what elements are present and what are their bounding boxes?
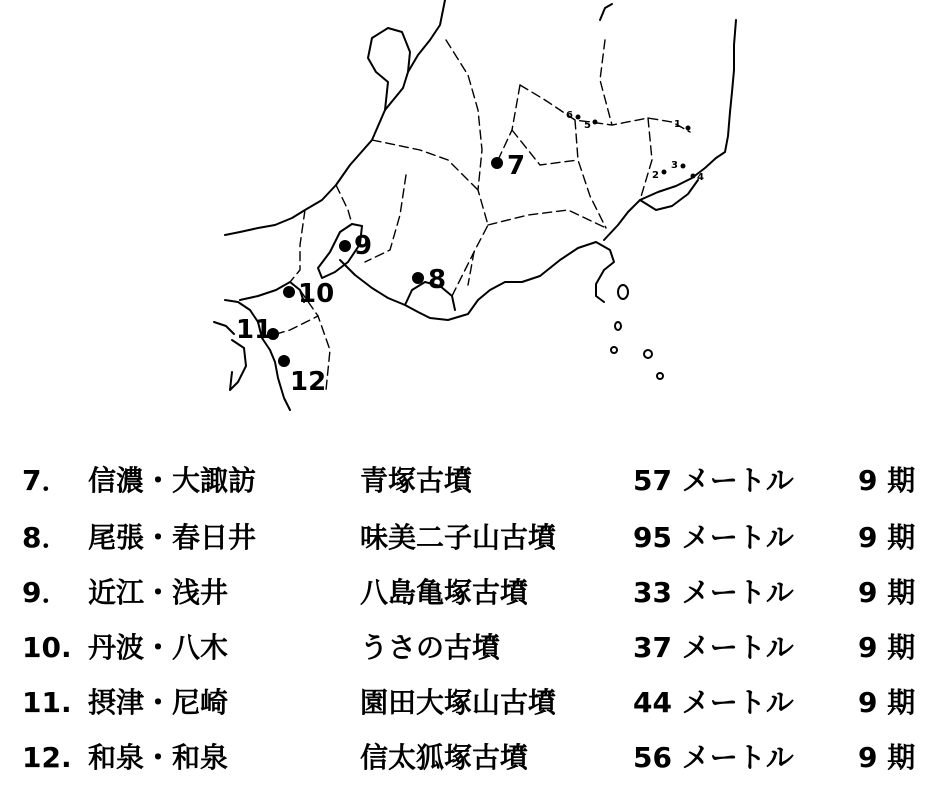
list-item (0, 622, 937, 674)
mound-length: 95 メートル (633, 521, 794, 554)
province-name: 摂津・尼崎 (88, 686, 229, 719)
site-number: 7． (22, 464, 70, 497)
province-name: 丹波・八木 (88, 631, 229, 664)
site-marker-6 (576, 115, 581, 120)
mound-length: 57 メートル (633, 464, 794, 497)
site-marker-2 (662, 170, 667, 175)
coastline (214, 0, 736, 410)
mound-name: 信太狐塚古墳 (360, 741, 529, 774)
list-item (0, 732, 937, 784)
site-label-3: 3 (671, 160, 678, 171)
site-label-12: 12 (290, 367, 327, 397)
mound-length: 56 メートル (633, 741, 794, 774)
site-number: 12. (22, 741, 72, 774)
site-label-8: 8 (428, 265, 447, 295)
site-marker-4 (691, 174, 696, 179)
site-label-10: 10 (298, 279, 335, 309)
site-number: 8． (22, 521, 70, 554)
site-number: 10. (22, 631, 72, 664)
list-item (0, 677, 937, 729)
site-labels (236, 110, 704, 397)
site-label-1: 1 (674, 119, 681, 130)
province-name: 和泉・和泉 (88, 741, 229, 774)
site-label-4: 4 (697, 172, 704, 183)
period: 9 期 (858, 741, 916, 774)
site-marker-8 (412, 272, 424, 284)
site-label-9: 9 (354, 231, 373, 261)
site-marker-10 (283, 286, 295, 298)
list-item (0, 512, 937, 564)
mound-length: 44 メートル (633, 686, 794, 719)
site-label-6: 6 (566, 110, 573, 121)
site-label-2: 2 (652, 170, 659, 181)
mound-name: 八島亀塚古墳 (360, 576, 529, 609)
province-name: 近江・浅井 (88, 576, 229, 609)
site-number: 9． (22, 576, 70, 609)
period: 9 期 (858, 686, 916, 719)
period: 9 期 (858, 631, 916, 664)
mound-name: うさの古墳 (360, 631, 501, 664)
site-marker-12 (278, 355, 290, 367)
site-marker-5 (593, 120, 598, 125)
site-marker-9 (339, 240, 351, 252)
mound-length: 33 メートル (633, 576, 794, 609)
mound-name: 味美二子山古墳 (360, 521, 557, 554)
site-marker-7 (491, 157, 503, 169)
period: 9 期 (858, 521, 916, 554)
site-label-11: 11 (236, 315, 273, 345)
mound-length: 37 メートル (633, 631, 794, 664)
period: 9 期 (858, 464, 916, 497)
site-label-7: 7 (507, 151, 526, 181)
site-marker-1 (686, 126, 691, 131)
province-name: 信濃・大諏訪 (88, 464, 257, 497)
province-name: 尾張・春日井 (88, 521, 257, 554)
list-item (0, 567, 937, 619)
period: 9 期 (858, 576, 916, 609)
mound-name: 園田大塚山古墳 (360, 686, 557, 719)
list-item (0, 455, 937, 507)
mound-name: 青塚古墳 (360, 464, 473, 497)
site-number: 11. (22, 686, 72, 719)
site-label-5: 5 (584, 120, 591, 131)
site-marker-3 (681, 164, 686, 169)
